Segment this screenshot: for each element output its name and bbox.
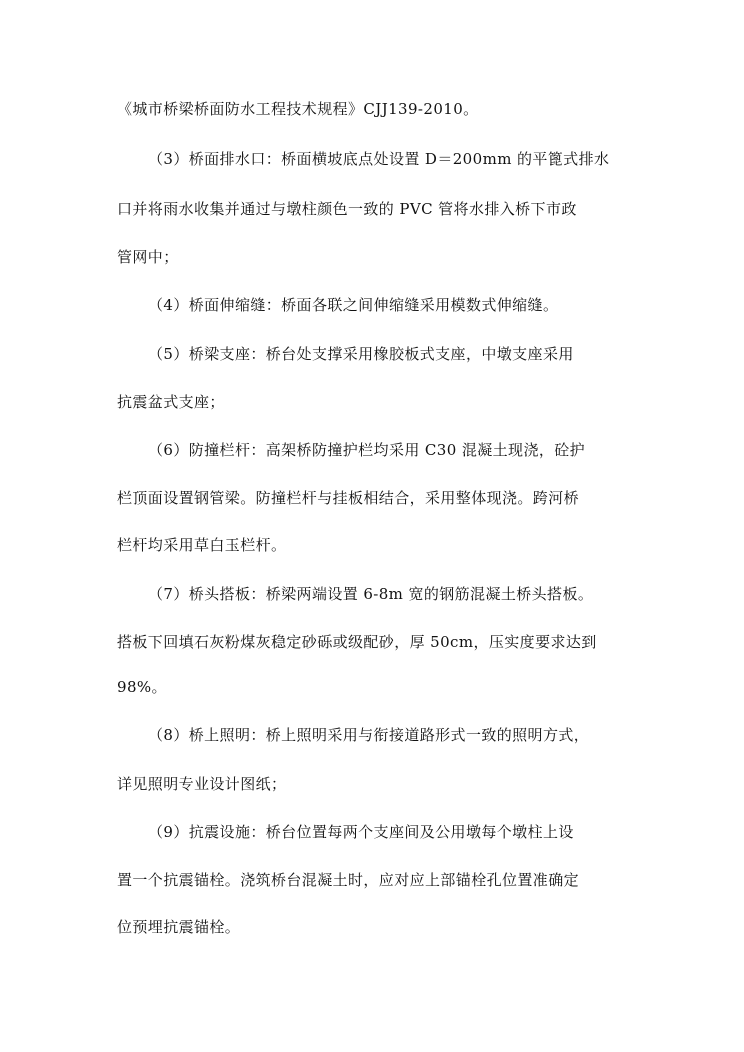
text-line [0, 817, 744, 847]
text-line-content: 《城市桥梁桥面防水工程技术规程》CJJ139-2010。 [117, 100, 479, 118]
text-line [0, 483, 744, 513]
text-line [0, 94, 744, 124]
text-line-content: （3）桥面排水口：桥面横坡底点处设置 D＝200mm 的平篦式排水 [148, 150, 610, 168]
text-line-content: 详见照明专业设计图纸； [117, 775, 287, 793]
text-line [0, 242, 744, 272]
text-line [0, 627, 744, 657]
text-line-content: （7）桥头搭板：桥梁两端设置 6-8m 宽的钢筋混凝土桥头搭板。 [148, 585, 594, 603]
text-line-content: 位预埋抗震锚栓。 [117, 918, 241, 936]
text-line-content: 98%。 [117, 678, 167, 696]
text-line-content: 抗震盆式支座； [117, 393, 225, 411]
text-line [0, 435, 744, 465]
text-line [0, 720, 744, 750]
text-line [0, 387, 744, 417]
text-line-content: （5）桥梁支座：桥台处支撑采用橡胶板式支座，中墩支座采用 [148, 345, 574, 363]
text-line-content: （6）防撞栏杆：高架桥防撞护栏均采用 C30 混凝土现浇，砼护 [148, 441, 586, 459]
text-line [0, 912, 744, 942]
text-line-content: 栏顶面设置钢管梁。防撞栏杆与挂板相结合，采用整体现浇。跨河桥 [117, 489, 580, 507]
text-line-content: 搭板下回填石灰粉煤灰稳定砂砾或级配砂，厚 50cm，压实度要求达到 [117, 633, 597, 651]
text-line [0, 144, 744, 174]
text-line-content: （9）抗震设施：桥台位置每两个支座间及公用墩每个墩柱上设 [148, 823, 574, 841]
text-line-content: 口并将雨水收集并通过与墩柱颜色一致的 PVC 管将水排入桥下市政 [117, 200, 577, 218]
text-line [0, 769, 744, 799]
text-line [0, 865, 744, 895]
text-line-content: （4）桥面伸缩缝：桥面各联之间伸缩缝采用模数式伸缩缝。 [148, 296, 559, 314]
text-line-content: 管网中； [117, 248, 179, 266]
text-line [0, 530, 744, 560]
text-line [0, 290, 744, 320]
text-line [0, 194, 744, 224]
text-line-content: （8）桥上照明：桥上照明采用与衔接道路形式一致的照明方式， [148, 726, 590, 744]
text-line [0, 339, 744, 369]
text-line-content: 置一个抗震锚栓。浇筑桥台混凝土时，应对应上部锚栓孔位置准确定 [117, 871, 580, 889]
text-line [0, 579, 744, 609]
text-line [0, 672, 744, 702]
text-line-content: 栏杆均采用草白玉栏杆。 [117, 536, 287, 554]
